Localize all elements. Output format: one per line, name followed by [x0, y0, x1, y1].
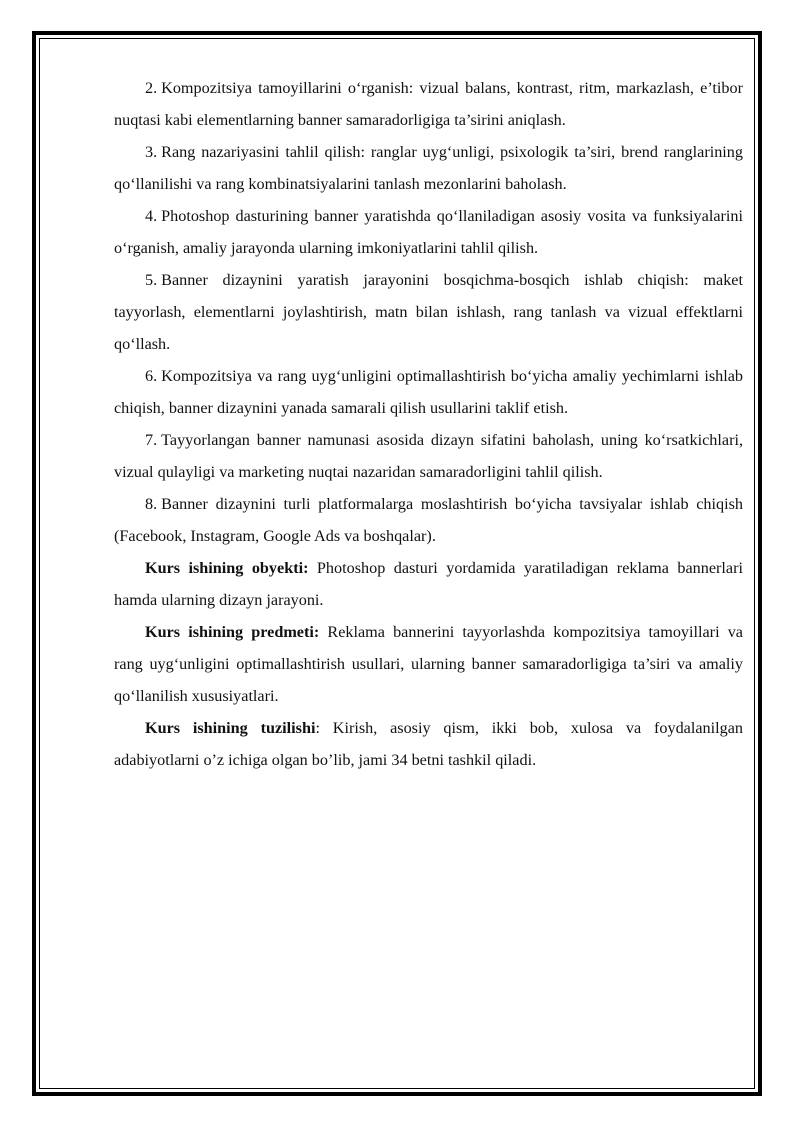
list-item-text: Photoshop dasturining banner yaratishda qo‘llaniladigan asosiy vosita va funksiyalarini o‘rganish, amaliy jarayonda ularning imkoniyatlarini tahlil qilish. — [114, 207, 743, 257]
list-item-8 — [114, 488, 743, 552]
list-item-text: Banner dizaynini turli platformalarga moslashtirish bo‘yicha tavsiyalar ishlab chiqish (Facebook, Instagram, Google Ads va boshqalar). — [114, 495, 743, 545]
list-item-5 — [114, 264, 743, 360]
list-item-text: Tayyorlangan banner namunasi asosida dizayn sifatini baholash, uning ko‘rsatkichlari, vizual qulayligi va marketing nuqtai nazaridan samaradorligini tahlil qilish. — [114, 431, 743, 481]
list-item-number: 7. — [145, 431, 158, 449]
list-item-text: Banner dizaynini yaratish jarayonini bosqichma-bosqich ishlab chiqish: maket tayyorlash, elementlarni joylashtirish, matn bilan ishlash, rang tanlash va vizual effektlarni qo‘llash. — [114, 271, 743, 353]
list-item-number: 6. — [145, 367, 158, 385]
course-object-text: Photoshop dasturi yordamida yaratiladigan reklama bannerlari hamda ularning dizayn jarayoni. — [114, 559, 743, 609]
document-body — [114, 72, 743, 776]
list-item-text: Rang nazariyasini tahlil qilish: ranglar uyg‘unligi, psixologik ta’siri, brend ranglarining qo‘llanilishi va rang kombinatsiyalarini tanlash mezonlarini baholash. — [114, 143, 743, 193]
list-item-7 — [114, 424, 743, 488]
list-item-number: 4. — [145, 207, 158, 225]
course-object-label: Kurs ishining obyekti: — [145, 559, 309, 577]
list-item-3 — [114, 136, 743, 200]
course-object-paragraph — [114, 552, 743, 616]
list-item-2 — [114, 72, 743, 136]
list-item-6 — [114, 360, 743, 424]
course-subject-paragraph — [114, 616, 743, 712]
list-item-number: 8. — [145, 495, 158, 513]
list-item-4 — [114, 200, 743, 264]
course-structure-paragraph — [114, 712, 743, 776]
course-subject-text: Reklama bannerini tayyorlashda kompozitsiya tamoyillari va rang uyg‘unligini optimallashtirish usullari, ularning banner samaradorligiga ta’siri va amaliy qo‘llanilish xususiyatlari. — [114, 623, 743, 705]
list-item-number: 2. — [145, 79, 158, 97]
list-item-text: Kompozitsiya tamoyillarini o‘rganish: vizual balans, kontrast, ritm, markazlash, e’tibor nuqtasi kabi elementlarning banner samaradorligiga ta’sirini aniqlash. — [114, 79, 743, 129]
list-item-text: Kompozitsiya va rang uyg‘unligini optimallashtirish bo‘yicha amaliy yechimlarni ishlab chiqish, banner dizaynini yanada samarali qilish usullarini taklif etish. — [114, 367, 743, 417]
course-structure-label: Kurs ishining tuzilishi — [145, 719, 316, 737]
course-structure-text: : Kirish, asosiy qism, ikki bob, xulosa va foydalanilgan adabiyotlarni o’z ichiga olgan bo’lib, jami 34 betni tashkil qiladi. — [114, 719, 744, 769]
list-item-number: 5. — [145, 271, 158, 289]
course-subject-label: Kurs ishining predmeti: — [145, 623, 320, 641]
list-item-number: 3. — [145, 143, 158, 161]
